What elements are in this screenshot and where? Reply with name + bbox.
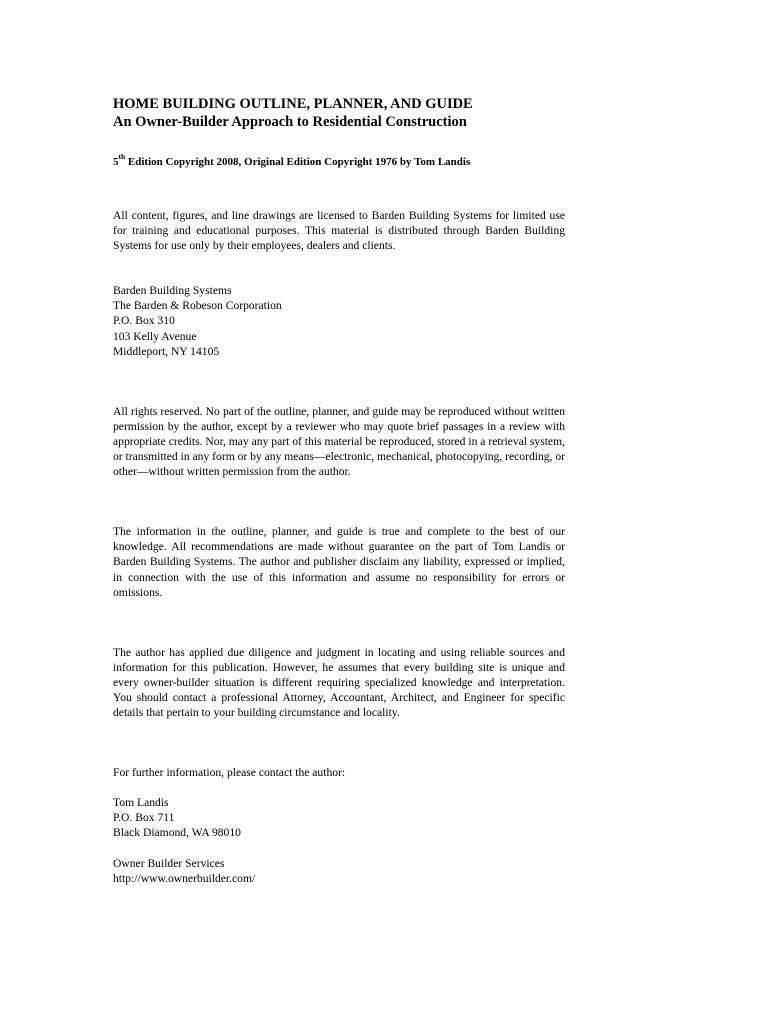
- address-line: The Barden & Robeson Corporation: [113, 299, 282, 313]
- services-name: Owner Builder Services: [113, 856, 225, 870]
- edition-copyright: [113, 152, 565, 169]
- edition-copyright-text: Edition Copyright 2008, Original Edition Copyright 1976 by Tom Landis: [125, 156, 471, 168]
- address-line: 103 Kelly Avenue: [113, 329, 197, 343]
- website-link[interactable]: http://www.ownerbuilder.com/: [113, 871, 256, 885]
- author-address: [113, 795, 565, 840]
- license-paragraph: All content, figures, and line drawings are licensed to Barden Building Systems for limited use for training and educational purposes. This material is distributed through Barden Building Systems for use only by their employees, dealers and clients.: [113, 209, 565, 253]
- address-line: P.O. Box 711: [113, 811, 175, 825]
- address-line: Black Diamond, WA 98010: [113, 826, 241, 840]
- contact-intro: For further information, please contact the author:: [113, 766, 346, 780]
- rights-paragraph: All rights reserved. No part of the outline, planner, and guide may be reproduced without written permission by the author, except by a reviewer who may quote brief passages in a review with appropriate credits. Nor, may any part of this material be reproduced, stored in a retrieval system, or transmitted in any form or by any means—electronic, mechanical, photocopying, recording, or other—without written permission from the author.: [113, 404, 566, 479]
- address-line: Middleport, NY 14105: [113, 344, 220, 358]
- address-line: Barden Building Systems: [113, 284, 232, 298]
- diligence-paragraph: The author has applied due diligence and judgment in locating and using reliable sources and information for this publication. However, he assumes that every building site is unique and every owner-builder situation is different requiring specialized knowledge and interpretation. You should contact a professional Attorney, Accountant, Architect, and Engineer for specific details that pertain to your building circumstance and locality.: [113, 645, 565, 720]
- document-subtitle: An Owner-Builder Approach to Residential Construction: [113, 114, 467, 130]
- address-line: Tom Landis: [113, 796, 169, 810]
- licensee-address: [113, 283, 565, 358]
- services-block: [113, 856, 565, 886]
- address-line: P.O. Box 310: [113, 314, 175, 328]
- document-title: HOME BUILDING OUTLINE, PLANNER, AND GUIDE: [113, 96, 473, 112]
- edition-number: 5: [113, 156, 119, 168]
- disclaimer-paragraph: The information in the outline, planner, and guide is true and complete to the best of our knowledge. All recommendations are made without guarantee on the part of Tom Landis or Barden Building Systems. The author and publisher disclaim any liability, expressed or implied, in connection with the use of this information and assume no responsibility for errors or omissions.: [113, 525, 565, 599]
- edition-superscript: th: [118, 152, 126, 162]
- document-page: [113, 95, 565, 886]
